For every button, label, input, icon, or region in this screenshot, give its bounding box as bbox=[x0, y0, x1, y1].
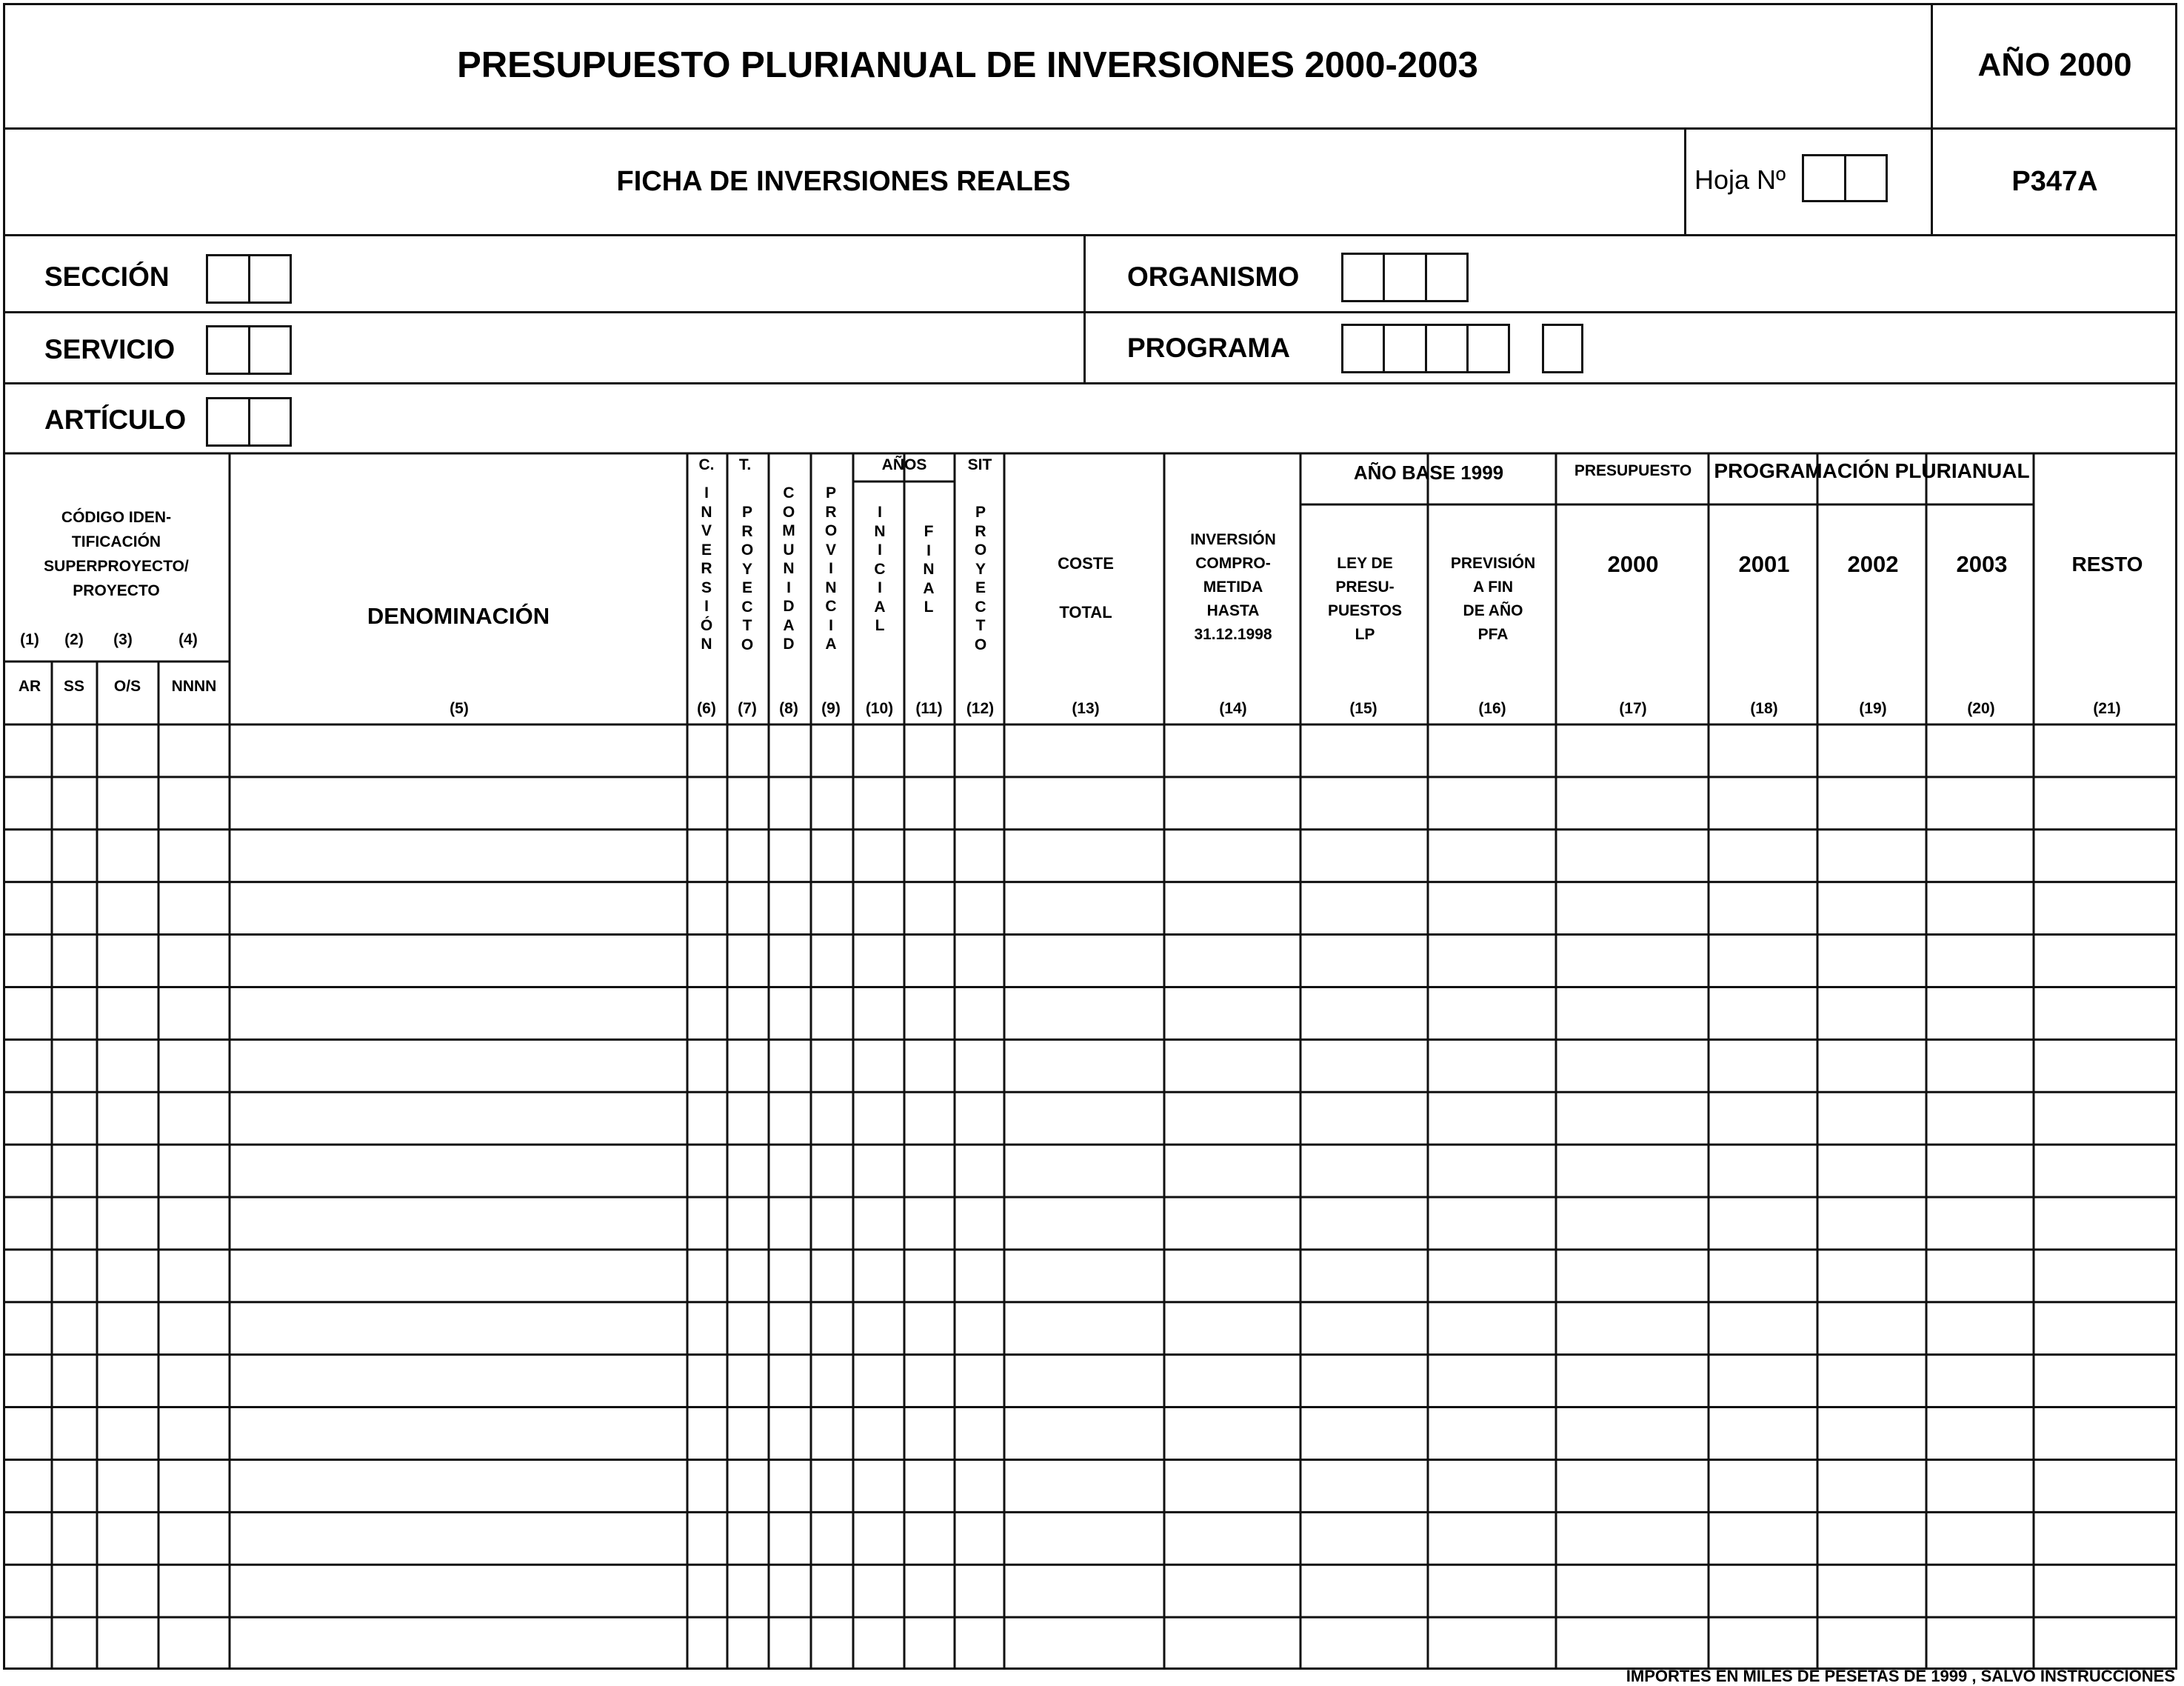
denominacion-header: DENOMINACIÓN bbox=[367, 603, 550, 629]
ley-presupuestos-header: LEY DE PRESU- PUESTOS LP bbox=[1328, 555, 1402, 643]
prevision-header: PREVISIÓN A FIN DE AÑO PFA bbox=[1450, 555, 1536, 643]
year-2001-header: 2001 bbox=[1738, 551, 1790, 577]
col-num-13: (13) bbox=[1072, 700, 1100, 717]
codigo-num-4: (4) bbox=[178, 631, 198, 648]
col-nnnn-header: NNNN bbox=[171, 678, 217, 695]
codigo-num-2: (2) bbox=[64, 631, 84, 648]
col-num-21: (21) bbox=[2093, 700, 2121, 717]
col-num-18: (18) bbox=[1750, 700, 1778, 717]
t-proyecto-head: T. bbox=[738, 456, 752, 473]
col-num-7: (7) bbox=[738, 700, 757, 717]
year-2002-header: 2002 bbox=[1847, 551, 1899, 577]
form-subtitle: FICHA DE INVERSIONES REALES bbox=[616, 165, 1071, 197]
col-num-14: (14) bbox=[1219, 700, 1247, 717]
inversion-header: INVERSIÓN COMPRO- METIDA HASTA 31.12.1998 bbox=[1190, 531, 1276, 643]
sit-proyecto-header: P R O Y E C T O bbox=[974, 504, 987, 653]
col-num-10: (10) bbox=[865, 700, 894, 717]
year-2003-header: 2003 bbox=[1956, 551, 2008, 577]
col-num-16: (16) bbox=[1478, 700, 1506, 717]
resto-header: RESTO bbox=[2071, 553, 2143, 576]
codigo-header: CÓDIGO IDEN- TIFICACIÓN SUPERPROYECTO/ PROYECTO bbox=[44, 509, 189, 599]
organismo-label: ORGANISMO bbox=[1127, 261, 1300, 292]
sheet-number-label: Hoja Nº bbox=[1694, 164, 1786, 195]
footer-note: IMPORTES EN MILES DE PESETAS DE 1999 , SALVO INSTRUCCIONES bbox=[1626, 1667, 2175, 1685]
ano-base-header: AÑO BASE 1999 bbox=[1353, 462, 1504, 484]
col-num-17: (17) bbox=[1619, 700, 1647, 717]
form-code: P347A bbox=[2011, 165, 2098, 197]
col-num-6: (6) bbox=[697, 700, 716, 717]
col-num-15: (15) bbox=[1349, 700, 1377, 717]
seccion-label: SECCIÓN bbox=[44, 261, 170, 292]
col-ar-header: AR bbox=[18, 678, 41, 695]
col-num-11: (11) bbox=[915, 700, 943, 717]
sit-header: SIT bbox=[967, 456, 992, 473]
programa-label: PROGRAMA bbox=[1127, 333, 1290, 363]
comunidad-header: C O M U N I D A D bbox=[782, 484, 795, 653]
programacion-header: PROGRAMACIÓN PLURIANUAL bbox=[1714, 459, 2030, 482]
c-inversion-head: C. bbox=[698, 456, 715, 473]
anos-header: AÑOS bbox=[881, 456, 927, 473]
articulo-label: ARTÍCULO bbox=[44, 404, 187, 435]
year-label: AÑO 2000 bbox=[1977, 47, 2132, 83]
presupuesto-header: PRESUPUESTO bbox=[1574, 462, 1692, 479]
final-header: F I N A L bbox=[923, 523, 935, 616]
inicial-header: I N I C I A L bbox=[874, 504, 886, 634]
col-num-12: (12) bbox=[966, 700, 995, 717]
codigo-num-3: (3) bbox=[113, 631, 133, 648]
col-ss-header: SS bbox=[63, 678, 84, 695]
col-num-5: (5) bbox=[450, 700, 469, 717]
year-2000-header: 2000 bbox=[1607, 551, 1659, 577]
coste-total-header: COSTE TOTAL bbox=[1058, 554, 1114, 622]
col-os-header: O/S bbox=[113, 678, 141, 695]
c-inversion-header: I N V E R S I Ó N bbox=[700, 484, 713, 653]
col-num-19: (19) bbox=[1859, 700, 1887, 717]
col-num-9: (9) bbox=[821, 700, 841, 717]
col-num-8: (8) bbox=[779, 700, 798, 717]
t-proyecto-header: P R O Y E C T O bbox=[741, 504, 754, 653]
servicio-label: SERVICIO bbox=[44, 334, 176, 364]
provincia-header: P R O V I N C I A bbox=[824, 484, 838, 653]
col-num-20: (20) bbox=[1967, 700, 1995, 717]
form-title: PRESUPUESTO PLURIANUAL DE INVERSIONES 2000-2003 bbox=[457, 45, 1478, 85]
codigo-num-1: (1) bbox=[20, 631, 39, 648]
